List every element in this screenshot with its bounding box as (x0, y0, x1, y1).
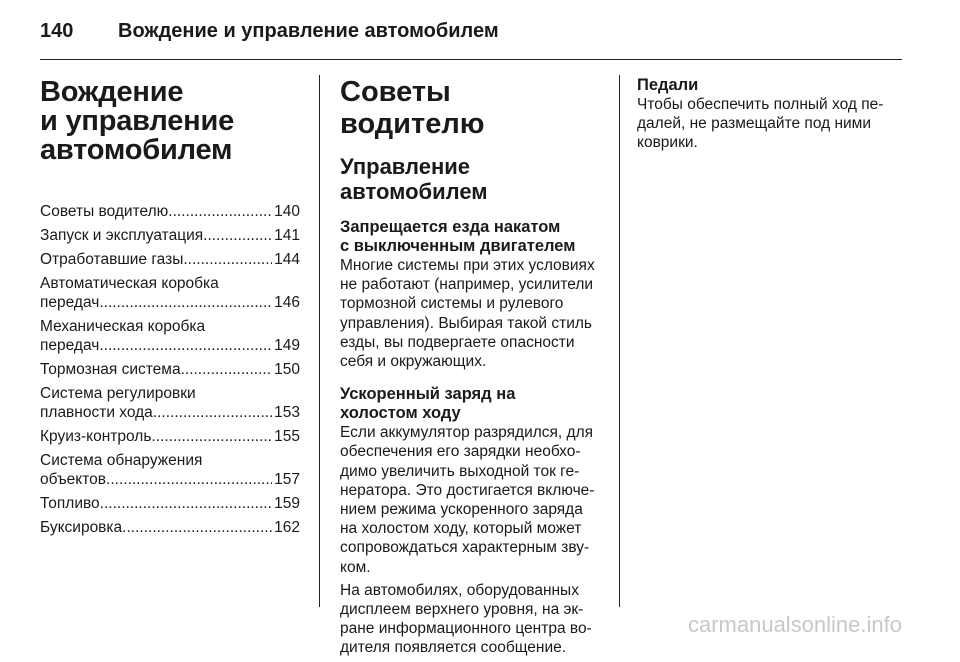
paragraph-line: коврики. (637, 134, 698, 152)
toc-leader (168, 202, 272, 221)
toc-entry[interactable] (40, 494, 300, 513)
chapter-title-line: Вождение (40, 76, 184, 108)
block-heading-line: Запрещается езда накатом (340, 218, 561, 236)
block-heading-line: с выключенным двигателем (340, 237, 576, 255)
toc-entry-page: 146 (274, 294, 300, 311)
toc-entry[interactable] (40, 427, 300, 446)
toc-leader (183, 250, 272, 269)
section-column (340, 68, 602, 662)
paragraph-line: сопровождаться характерным зву- (340, 539, 590, 557)
paragraph-line: Чтобы обеспечить полный ход пе- (637, 96, 884, 113)
table-of-contents (40, 202, 300, 537)
paragraph-line: на холостом ходу, который может (340, 520, 582, 538)
block-heading (340, 385, 602, 423)
toc-entry-label: Автоматическая коробка (40, 275, 219, 292)
paragraph-line: себя и окружающих. (340, 353, 487, 371)
paragraph-line: езды, вы подвергаете опасности (340, 333, 575, 351)
toc-entry[interactable] (40, 317, 300, 355)
section-subtitle-line: Управление (340, 154, 471, 179)
chapter-title-line: автомобилем (40, 134, 233, 166)
toc-entry-label: Механическая коробка (40, 318, 206, 335)
toc-entry-page: 155 (274, 428, 300, 445)
toc-leader (99, 336, 272, 355)
chapter-title-line: и управление (40, 105, 235, 137)
paragraph-line: димо увеличить выходной ток ге- (340, 462, 580, 480)
toc-entry-label: объектов (40, 471, 107, 488)
chapter-title (40, 78, 300, 165)
toc-entry-page: 141 (274, 227, 300, 244)
toc-entry-label: Круиз-контроль (40, 428, 152, 445)
section-title: Советы водителю (340, 76, 485, 140)
paragraph-line: далей, не размещайте под ними (637, 115, 871, 133)
toc-entry[interactable] (40, 360, 300, 379)
toc-entry-label: Топливо (40, 495, 100, 512)
toc-entry[interactable] (40, 250, 300, 269)
toc-entry-page: 153 (274, 404, 300, 421)
section-subtitle-line: автомобилем (340, 179, 488, 204)
paragraph-line: Если аккумулятор разрядился, для (340, 424, 594, 442)
paragraph-line: Многие системы при этих условиях (340, 257, 595, 274)
running-chapter-title: Вождение и управление автомобилем (118, 19, 499, 42)
toc-entry-page: 140 (274, 203, 300, 220)
toc-entry-label: плавности хода (40, 404, 153, 421)
toc-leader (181, 360, 273, 379)
toc-entry[interactable] (40, 384, 300, 422)
header-rule (40, 59, 902, 60)
paragraph-line: дителя появляется сообщение. (340, 639, 567, 657)
toc-entry-page: 159 (274, 495, 300, 512)
toc-leader (203, 226, 272, 245)
toc-column (40, 68, 300, 542)
toc-leader (100, 494, 272, 513)
page-header (40, 14, 499, 48)
toc-entry-label: передач (40, 294, 100, 311)
toc-entry-label: Система регулировки (40, 385, 196, 402)
paragraph-line: управления). Выбирая такой стиль (340, 314, 592, 332)
paragraph-line: дисплеем верхнего уровня, на эк- (340, 601, 584, 619)
paragraph-line: ком. (340, 558, 371, 576)
toc-entry[interactable] (40, 451, 300, 489)
block-paragraph (340, 581, 602, 658)
toc-entry-label: Буксировка (40, 519, 123, 536)
toc-entry[interactable] (40, 274, 300, 312)
block-heading-line: холостом ходу (340, 404, 461, 423)
toc-leader (153, 403, 272, 422)
pedals-paragraph (637, 95, 899, 153)
toc-entry-label: Отработавшие газы (40, 251, 184, 268)
toc-entry-page: 149 (274, 337, 300, 354)
paragraph-line: На автомобилях, оборудованных (340, 581, 579, 599)
toc-entry[interactable] (40, 202, 300, 221)
toc-entry-page: 144 (274, 251, 300, 268)
block-paragraph (340, 256, 602, 371)
page-number: 140 (40, 19, 74, 42)
paragraph-line: нератора. Это достигается включе- (340, 481, 595, 499)
toc-entry[interactable] (40, 226, 300, 245)
toc-entry-label: Советы водителю (40, 203, 169, 220)
toc-entry-page: 157 (274, 471, 300, 488)
toc-entry[interactable] (40, 518, 300, 537)
pedals-column (637, 68, 899, 157)
block-heading (340, 218, 602, 256)
paragraph-line: обеспечения его зарядки необхо- (340, 443, 581, 461)
column-divider-right (619, 75, 620, 607)
watermark: carmanualsonline.info (687, 612, 902, 637)
pedals-heading: Педали (637, 76, 699, 94)
toc-leader (99, 293, 272, 312)
toc-leader (151, 427, 272, 446)
paragraph-line: тормозной системы и рулевого (340, 295, 564, 313)
toc-entry-label: Система обнаружения (40, 452, 203, 469)
block-heading-line: Ускоренный заряд на (340, 385, 516, 404)
toc-leader (122, 518, 272, 537)
toc-entry-label: Запуск и эксплуатация (40, 227, 204, 244)
block-paragraph (340, 423, 602, 577)
section-subtitle (340, 154, 602, 204)
toc-leader (106, 470, 272, 489)
toc-entry-page: 150 (274, 361, 300, 378)
toc-entry-label: передач (40, 337, 100, 354)
paragraph-line: не работают (например, усилители (340, 276, 594, 294)
toc-entry-page: 162 (274, 519, 300, 536)
paragraph-line: ране информационного центра во- (340, 620, 592, 638)
toc-entry-label: Тормозная система (40, 361, 181, 378)
paragraph-line: нием режима ускоренного заряда (340, 501, 583, 519)
column-divider-left (319, 75, 320, 607)
